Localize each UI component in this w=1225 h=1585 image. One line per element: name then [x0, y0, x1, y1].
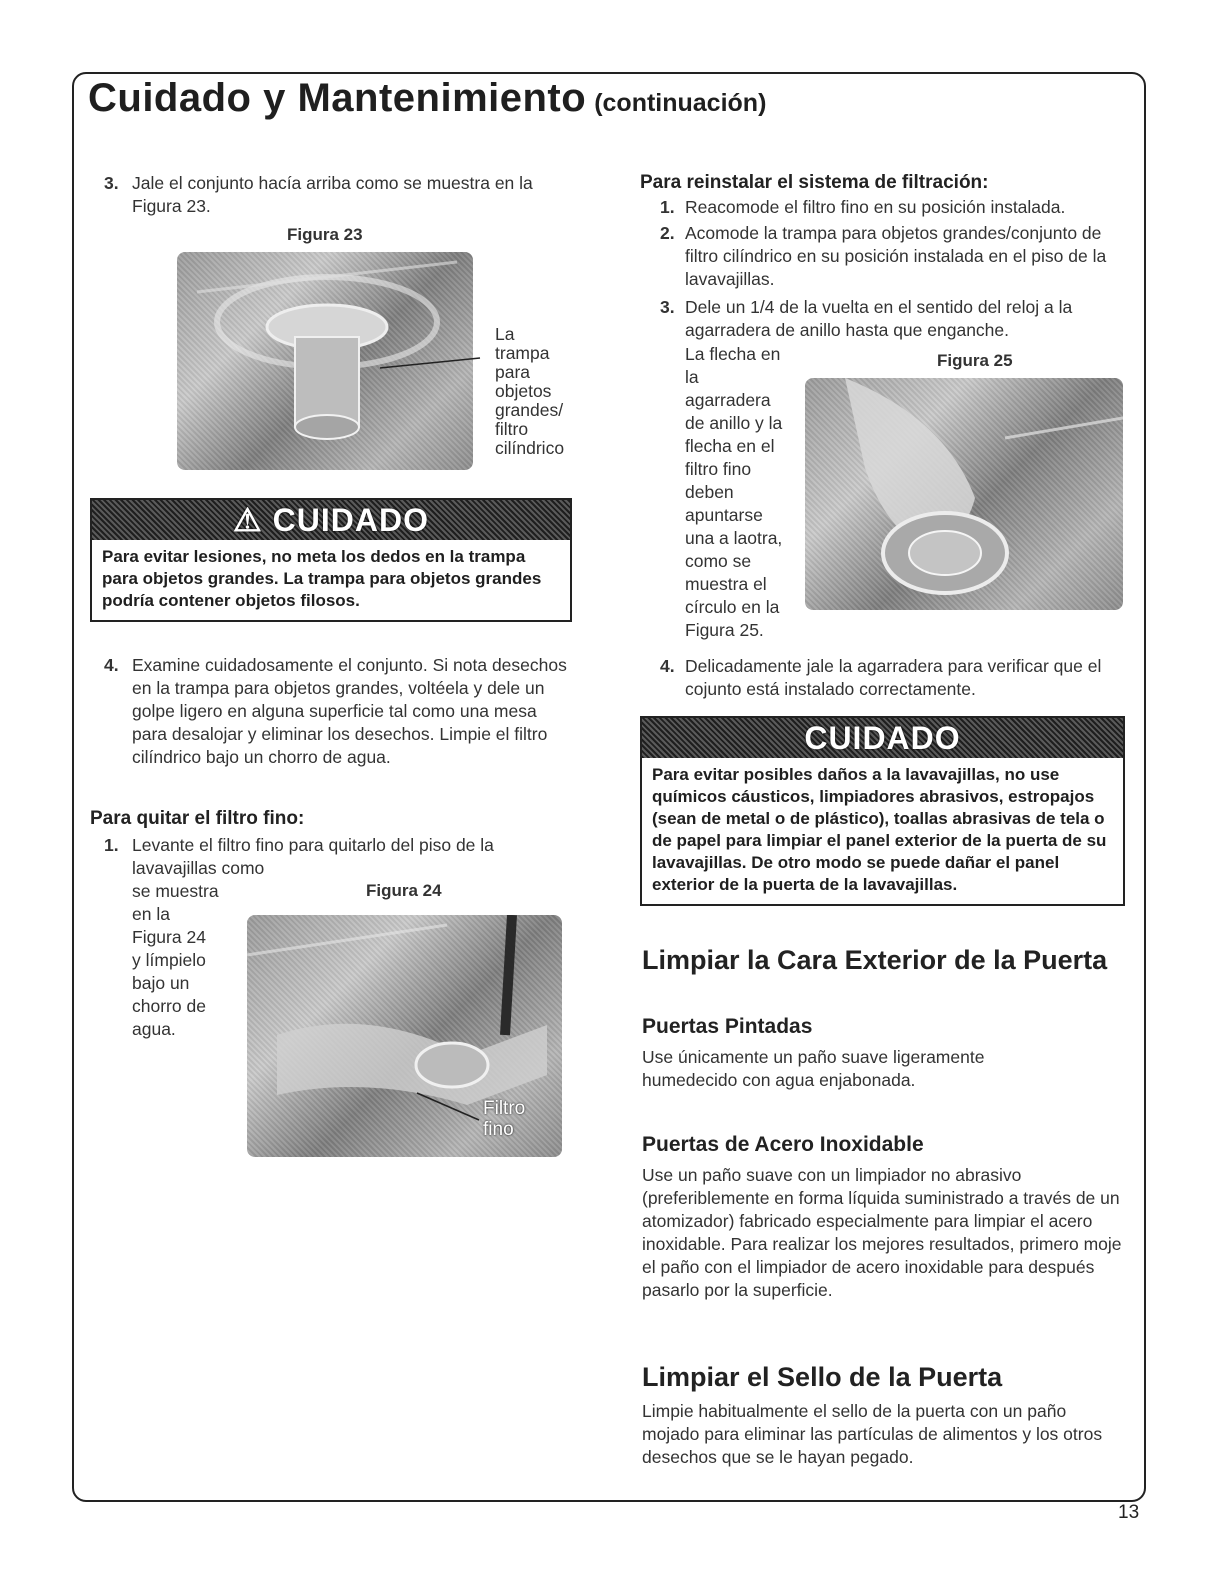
- door-seal-heading: Limpiar el Sello de la Puerta: [642, 1362, 1003, 1392]
- callout-line: fino: [483, 1119, 514, 1140]
- callout-line: trampa: [495, 343, 550, 363]
- text-line: bajo un: [132, 973, 190, 993]
- figure-25-photo: [805, 378, 1123, 610]
- text-line: Figura 24: [132, 927, 206, 947]
- page-title: [88, 76, 766, 121]
- caution-title: CUIDADO: [804, 720, 961, 756]
- reinstall-step-3-text: Dele un 1/4 de la vuelta en el sentido del reloj a la agarradera de anillo hasta que enganche.: [685, 297, 1073, 340]
- reinstall-step-3-number: 3.: [660, 297, 675, 317]
- remove-fine-filter-heading: Para quitar el filtro fino:: [90, 808, 305, 829]
- figure-24-title: Figura 24: [366, 881, 442, 900]
- text-line: círculo en la: [685, 597, 780, 617]
- reinstall-step-2-number: 2.: [660, 223, 675, 243]
- caution-banner: [642, 718, 1123, 758]
- figure-23-pointer: [380, 340, 490, 380]
- step-3-number: 3.: [104, 173, 119, 193]
- text-line: flecha en el: [685, 436, 775, 456]
- painted-doors-text: Use únicamente un paño suave ligeramente humedecido con agua enjabonada.: [642, 1047, 985, 1090]
- remove-step-1-number: 1.: [104, 835, 119, 855]
- text-line: chorro de: [132, 996, 206, 1016]
- page-number: 13: [1118, 1502, 1140, 1523]
- callout-line: objetos: [495, 381, 552, 401]
- text-line: una a laotra,: [685, 528, 783, 548]
- callout-line: grandes/: [495, 400, 564, 420]
- figure-23-callout: [495, 325, 564, 458]
- text-line: deben: [685, 482, 734, 502]
- warning-triangle-icon: ⚠: [233, 502, 273, 538]
- text-line: de anillo y la: [685, 413, 783, 433]
- caution-banner: [92, 500, 570, 540]
- reinstall-step-4-text: Delicadamente jale la agarradera para verificar que el cojunto está instalado correctamente.: [685, 656, 1102, 699]
- door-seal-text: Limpie habitualmente el sello de la puerta con un paño mojado para eliminar las partículas de alimentos y los otros desechos que se le hayan pegado.: [642, 1401, 1103, 1467]
- reinstall-step-3-note: [685, 343, 805, 642]
- caution-text: Para evitar lesiones, no meta los dedos en la trampa para objetos grandes. La trampa para objetos grandes podría contener objetos filosos.: [102, 547, 542, 610]
- text-line: apuntarse: [685, 505, 763, 525]
- caution-title: CUIDADO: [272, 502, 429, 538]
- reinstall-step-1-text: Reacomode el filtro fino en su posición instalada.: [685, 197, 1066, 217]
- text-line: la: [685, 367, 699, 387]
- clean-door-heading: Limpiar la Cara Exterior de la Puerta: [642, 945, 1108, 975]
- text-line: Figura 25.: [685, 620, 764, 640]
- text-line: Levante el filtro fino para quitarlo del piso de la: [132, 835, 494, 855]
- steel-doors-heading: Puertas de Acero Inoxidable: [642, 1133, 924, 1156]
- caution-text: Para evitar posibles daños a la lavavajillas, no use químicos cáusticos, limpiadores abrasivos, estropajos (sean de metal o de plástico), toallas abrasivas de tela o de papel para limpiar el panel exterior de la puerta de su lavavajillas. De otro modo se puede dañar el panel exterior de la puerta de la lavavajillas.: [652, 765, 1107, 894]
- figure-24-photo: [247, 915, 562, 1157]
- text-line: se muestra: [132, 881, 219, 901]
- figure-24-callout: [483, 1098, 525, 1140]
- callout-line: La: [495, 324, 515, 344]
- caution-box-door: [640, 716, 1125, 906]
- steel-doors-text: Use un paño suave con un limpiador no abrasivo (preferiblemente en forma líquida suministrado a través de un atomizador) fabricado especialmente para limpiar el acero inoxidable. Para realizar los mejores resultados, primero moje el paño con el limpiador de acero inoxidable para después pasarlo por la superficie.: [642, 1165, 1122, 1300]
- step-4-text: Examine cuidadosamente el conjunto. Si nota desechos en la trampa para objetos grandes, voltéela y dele un golpe ligero en alguna superficie tal como una mesa para desalojar y eliminar los desechos. Limpie el filtro cilíndrico bajo un chorro de agua.: [132, 655, 567, 767]
- text-line: en la: [132, 904, 170, 924]
- callout-line: filtro: [495, 419, 529, 439]
- step-3-text: Jale el conjunto hacía arriba como se muestra en la Figura 23.: [132, 173, 533, 216]
- text-line: agua.: [132, 1019, 176, 1039]
- title-main: Cuidado y Mantenimiento: [88, 76, 587, 120]
- text-line: filtro fino: [685, 459, 752, 479]
- figure-23-title: Figura 23: [287, 225, 363, 244]
- painted-doors-heading: Puertas Pintadas: [642, 1015, 813, 1038]
- text-line: agarradera: [685, 390, 771, 410]
- text-line: muestra el: [685, 574, 767, 594]
- text-line: lavavajillas como: [132, 858, 265, 878]
- caution-box-injury: [90, 498, 572, 622]
- step-4-number: 4.: [104, 655, 119, 675]
- reinstall-step-2-text: Acomode la trampa para objetos grandes/conjunto de filtro cilíndrico en su posición instalada en el piso de la lavavajillas.: [685, 223, 1107, 289]
- callout-line: cilíndrico: [495, 438, 565, 458]
- callout-line: para: [495, 362, 531, 382]
- reinstall-step-1-number: 1.: [660, 197, 675, 217]
- text-line: y límpielo: [132, 950, 206, 970]
- text-line: como se: [685, 551, 752, 571]
- reinstall-step-4-number: 4.: [660, 656, 675, 676]
- figure-25-title: Figura 25: [937, 351, 1013, 370]
- title-subtitle: (continuación): [594, 89, 767, 117]
- figure-25-drawing: [805, 378, 1123, 610]
- reinstall-heading: Para reinstalar el sistema de filtración:: [640, 172, 989, 193]
- text-line: La flecha en: [685, 344, 781, 364]
- callout-line: Filtro: [483, 1098, 526, 1119]
